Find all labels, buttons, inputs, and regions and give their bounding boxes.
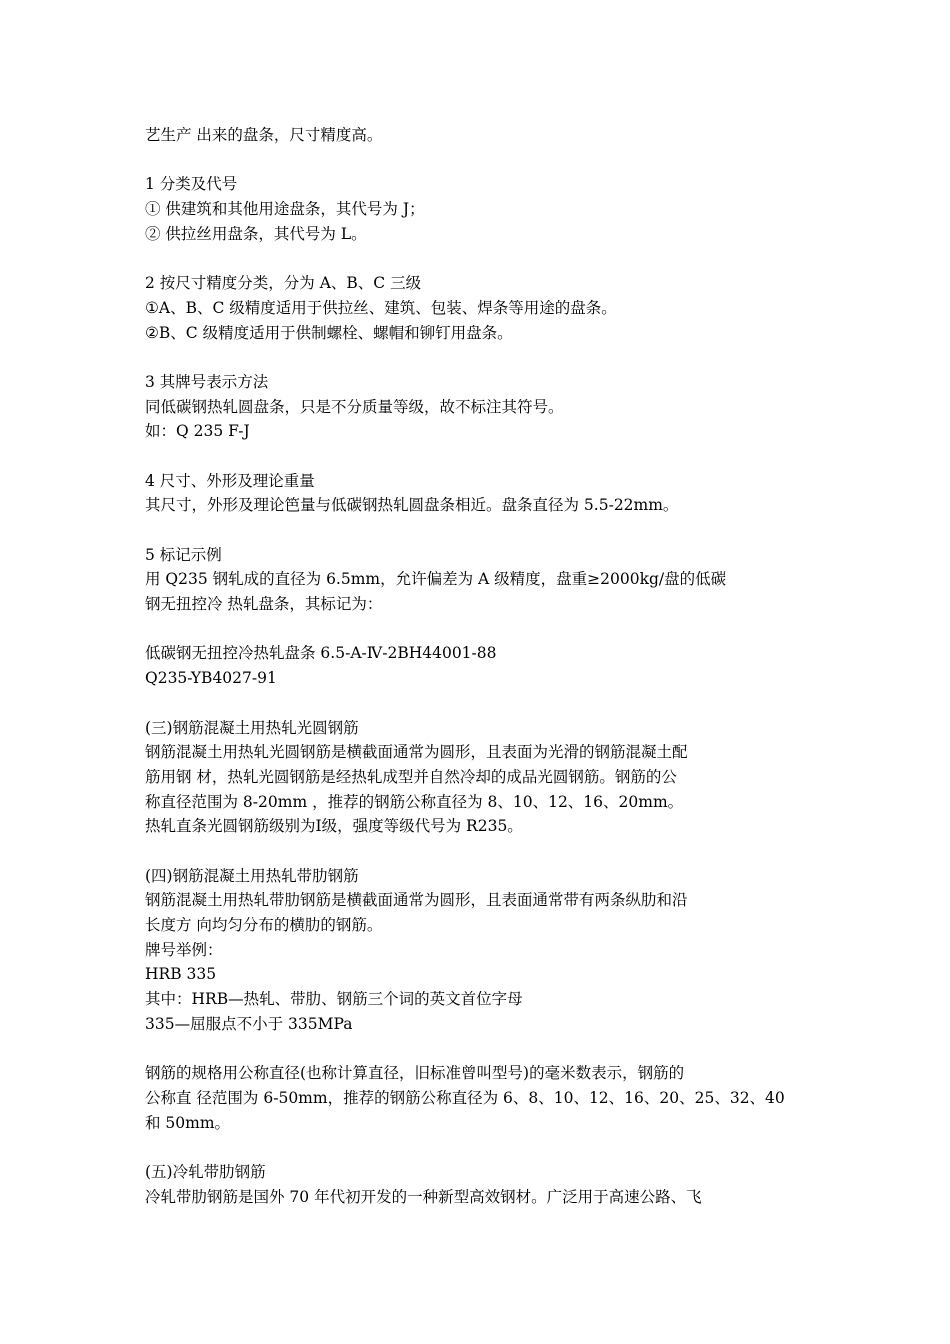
text-line: 钢筋混凝土用热轧带肋钢筋是横截面通常为圆形，且表面通常带有两条纵肋和沿 bbox=[145, 891, 688, 910]
text-line: 长度方 向均匀分布的横肋的钢筋。 bbox=[145, 916, 383, 934]
text-line: ① 供建筑和其他用途盘条，其代号为 J； bbox=[145, 200, 425, 219]
text-line: 钢筋的规格用公称直径(也称计算直径，旧标准曾叫型号)的毫米数表示，钢筋的 bbox=[145, 1064, 685, 1083]
text-line: 同低碳钢热轧圆盘条，只是不分质量等级，故不标注其符号。 bbox=[145, 397, 564, 416]
document-body bbox=[145, 123, 815, 1209]
text-line: 3 其牌号表示方法 bbox=[145, 372, 269, 391]
text-line: 用 Q235 钢轧成的直径为 6.5mm，允许偏差为 A 级精度，盘重≥2000kg/盘的低碳 bbox=[145, 570, 727, 589]
text-line: (五)冷轧带肋钢筋 bbox=[145, 1162, 266, 1181]
blank-line bbox=[145, 444, 815, 469]
text-line: ①A、B、C 级精度适用于供拉丝、建筑、包装、焊条等用途的盘条。 bbox=[145, 298, 617, 317]
blank-line bbox=[145, 617, 815, 642]
blank-line bbox=[145, 839, 815, 864]
text-line: 热轧直条光圆钢筋级别为Ⅰ级，强度等级代号为 R235。 bbox=[145, 817, 523, 836]
blank-line bbox=[145, 148, 815, 173]
text-line: 称直径范围为 8-20mm ，推荐的钢筋公称直径为 8、10、12、16、20mm。 bbox=[145, 792, 684, 811]
text-line: 1 分类及代号 bbox=[145, 175, 238, 194]
text-line: 5 标记示例 bbox=[145, 545, 222, 564]
text-line: 335—屈服点不小于 335MPa bbox=[145, 1014, 353, 1033]
text-line: 冷轧带肋钢筋是国外 70 年代初开发的一种新型高效钢材。广泛用于高速公路、飞 bbox=[145, 1187, 702, 1206]
text-line: 公称直 径范围为 6-50mm，推荐的钢筋公称直径为 6、8、10、12、16、20、25、32、40 bbox=[145, 1088, 785, 1107]
text-line: 其尺寸，外形及理论笆量与低碳钢热轧圆盘条相近。盘条直径为 5.5-22mm。 bbox=[145, 496, 679, 515]
text-line: 如：Q 235 F-J bbox=[145, 422, 250, 441]
text-line: 筋用钢 材，热轧光圆钢筋是经热轧成型并自然冷却的成品光圆钢筋。钢筋的公 bbox=[145, 767, 677, 786]
blank-line bbox=[145, 345, 815, 370]
text-line: 低碳钢无扭控冷热轧盘条 6.5-A-Ⅳ-2BH44001-88 bbox=[145, 644, 497, 663]
blank-line bbox=[145, 1135, 815, 1160]
text-line: (三)钢筋混凝土用热轧光圆钢筋 bbox=[145, 718, 359, 737]
text-line: 艺生产 出来的盘条，尺寸精度高。 bbox=[145, 126, 383, 144]
text-line: 钢筋混凝土用热轧光圆钢筋是横截面通常为圆形，且表面为光滑的钢筋混凝土配 bbox=[145, 743, 688, 762]
text-line: 牌号举例： bbox=[145, 940, 223, 959]
text-line: 4 尺寸、外形及理论重量 bbox=[145, 471, 315, 490]
text-line: Q235-YB4027-91 bbox=[145, 669, 277, 688]
text-line: HRB 335 bbox=[145, 965, 217, 984]
text-line: ② 供拉丝用盘条，其代号为 L。 bbox=[145, 224, 367, 243]
blank-line bbox=[145, 1036, 815, 1061]
text-line: (四)钢筋混凝土用热轧带肋钢筋 bbox=[145, 866, 359, 885]
blank-line bbox=[145, 246, 815, 271]
text-line: 其中：HRB—热轧、带肋、钢筋三个词的英文首位字母 bbox=[145, 990, 523, 1009]
text-line: ②B、C 级精度适用于供制螺栓、螺帽和铆钉用盘条。 bbox=[145, 323, 513, 342]
text-line: 和 50mm。 bbox=[145, 1113, 231, 1132]
text-line: 2 按尺寸精度分类，分为 A、B、C 三级 bbox=[145, 274, 422, 293]
text-line: 钢无扭控冷 热轧盘条，其标记为： bbox=[145, 595, 383, 614]
blank-line bbox=[145, 518, 815, 543]
blank-line bbox=[145, 691, 815, 716]
